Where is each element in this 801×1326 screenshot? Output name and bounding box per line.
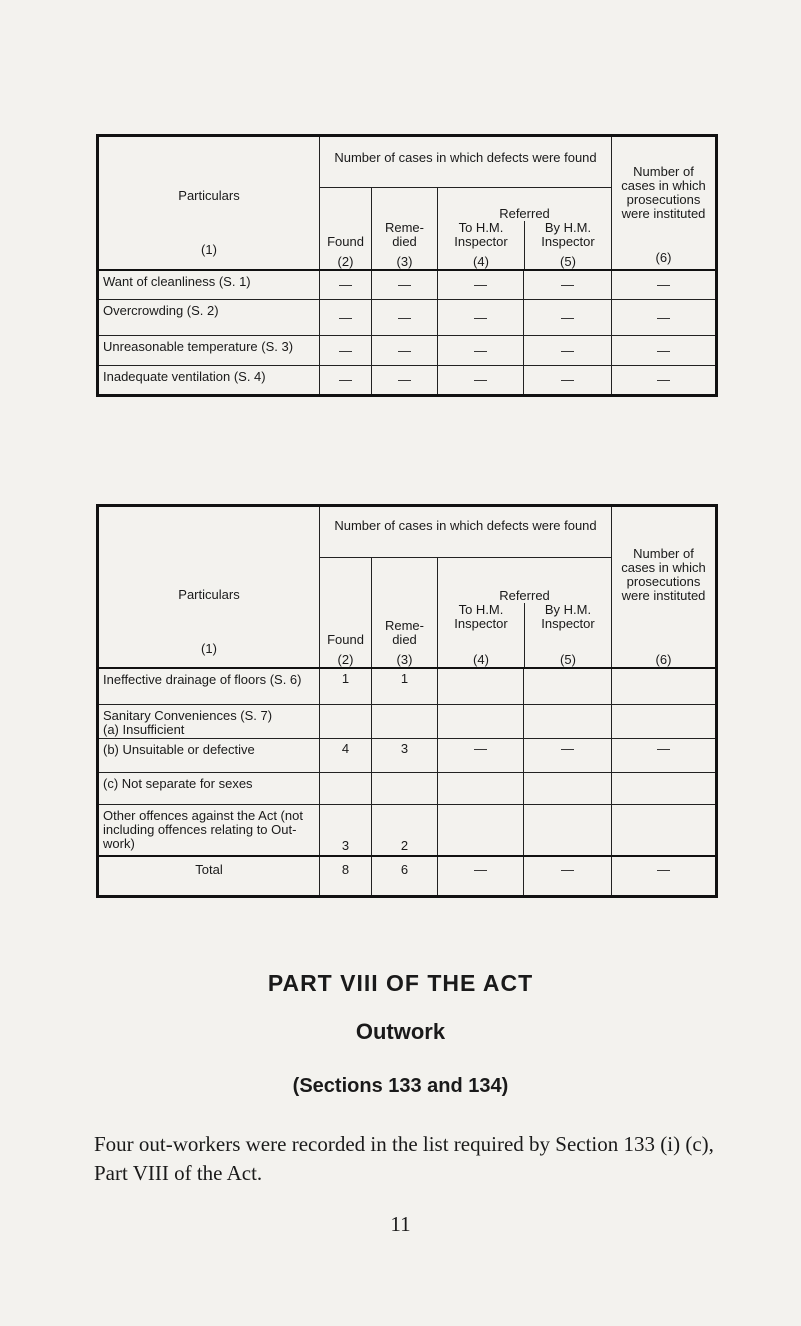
number-of-cases-header: Number of cases in which defects were found — [320, 136, 612, 188]
outwork-heading: Outwork — [355, 1019, 446, 1044]
table-row: Inadequate ventilation (S. 4) — — — — — — [98, 366, 717, 396]
page-number: 11 — [390, 1212, 411, 1236]
referred-header: Referred To H.M. Inspector (4) By H.M. Inspector (5) — [438, 557, 612, 668]
remedied-header: Reme-died (3) — [372, 557, 438, 668]
table-row: (c) Not separate for sexes — [98, 772, 717, 804]
particulars-header: Particulars (1) — [98, 136, 320, 270]
sections-heading: (Sections 133 and 134) — [292, 1075, 509, 1097]
defects-table-2 — [96, 504, 718, 898]
table-row: Unreasonable temperature (S. 3) — — — — — — [98, 336, 717, 366]
table-row: Other offences against the Act (not including offences relating to Out-work) 3 2 — [98, 804, 717, 856]
prosecutions-header: Number of cases in which prosecutions were instituted (6) — [612, 506, 717, 669]
table-row: Want of cleanliness (S. 1) — — — — — — [98, 270, 717, 300]
table-row: Sanitary Conveniences (S. 7) (a) Insufficient — [98, 704, 717, 738]
remedied-header: Reme-died (3) — [372, 188, 438, 270]
referred-header: Referred To H.M. Inspector (4) By H.M. Inspector (5) — [438, 188, 612, 270]
number-of-cases-header: Number of cases in which defects were found — [320, 506, 612, 558]
table-row: (b) Unsuitable or defective 4 3 — — — — [98, 738, 717, 772]
table-row: Overcrowding (S. 2) — — — — — — [98, 300, 717, 336]
defects-table-1 — [96, 134, 718, 397]
part-heading: PART VIII OF THE ACT — [267, 970, 534, 996]
found-header: Found (2) — [320, 557, 372, 668]
particulars-header: Particulars (1) — [98, 506, 320, 669]
found-header: Found (2) — [320, 188, 372, 270]
total-row: Total 8 6 — — — — [98, 856, 717, 896]
prosecutions-header: Number of cases in which prosecutions were instituted (6) — [612, 136, 717, 270]
table-row: Ineffective drainage of floors (S. 6) 1 1 — [98, 668, 717, 704]
outwork-paragraph: Four out-workers were recorded in the list required by Section 133 (i) (c), Part VIII of the Act. — [94, 1132, 714, 1185]
